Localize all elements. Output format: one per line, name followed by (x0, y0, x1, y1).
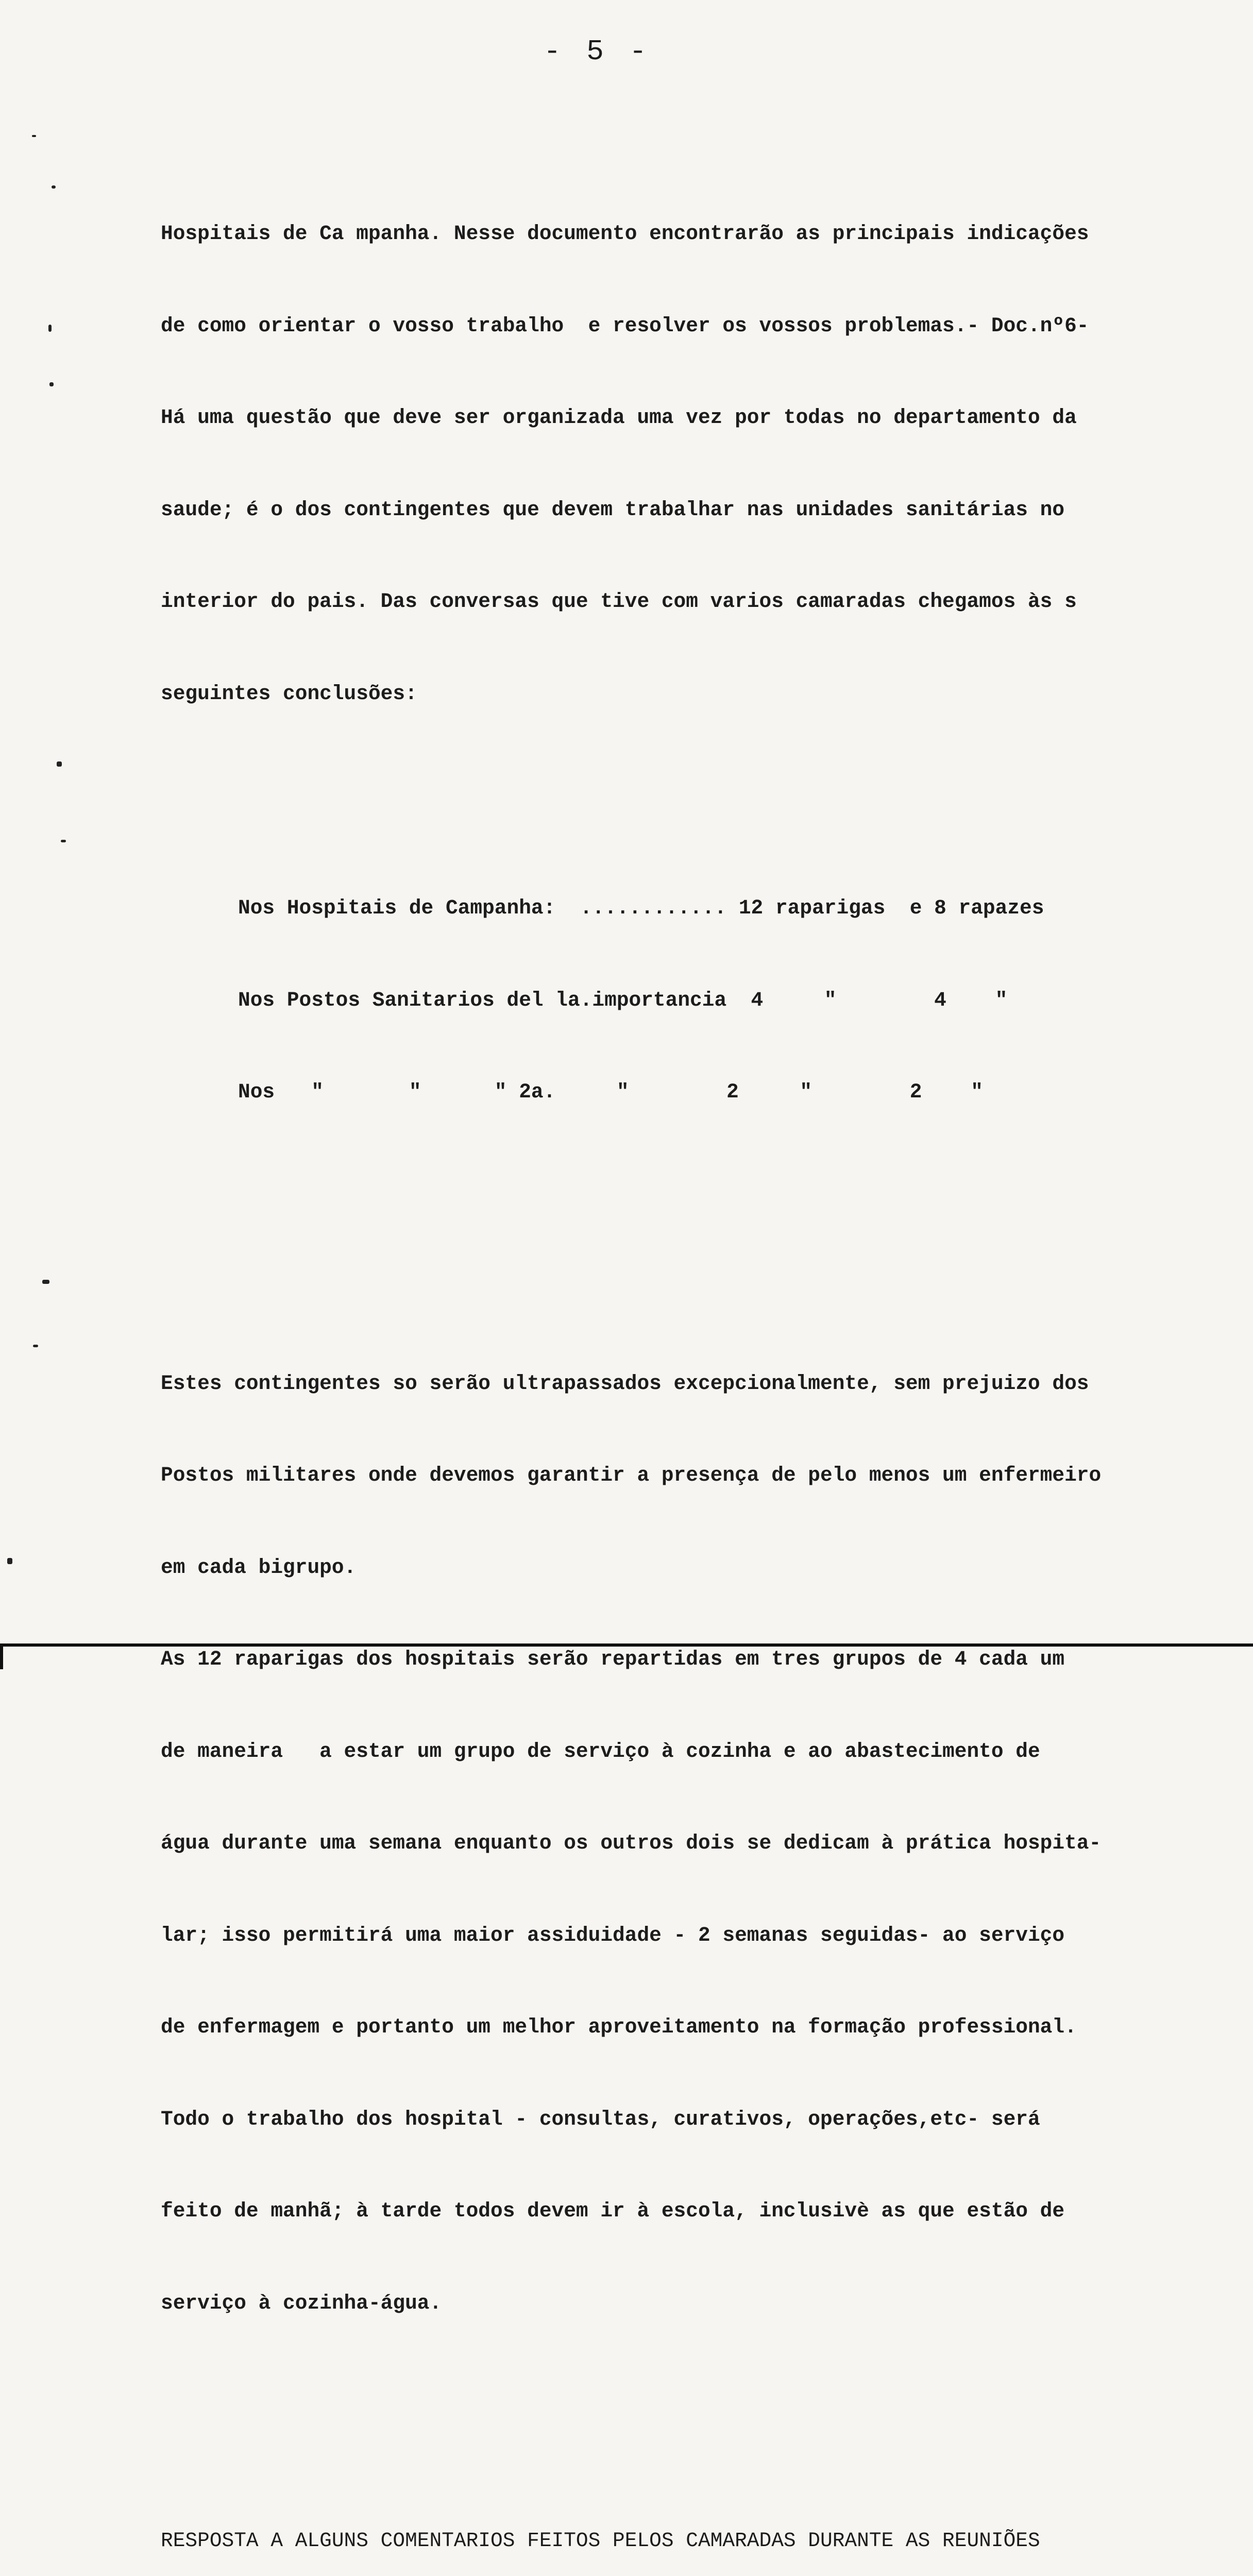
scan-speck (49, 382, 54, 386)
text-line: de enfermagem e portanto um melhor aproveitamento na formação professional. (161, 2015, 1077, 2039)
scan-speck (7, 1558, 12, 1564)
text-line: Postos militares onde devemos garantir a presença de pelo menos um enfermeiro (161, 1464, 1102, 1487)
text-line: serviço à cozinha-água. (161, 2291, 442, 2315)
text-line: lar; isso permitirá uma maior assiduidade - 2 semanas seguidas- ao serviço (161, 1923, 1065, 1947)
text-line: em cada bigrupo. (161, 1555, 357, 1579)
scan-edge (0, 1643, 1253, 1647)
page-number: - 5 - (544, 35, 651, 68)
text-line: interior do pais. Das conversas que tive com varios camaradas chegamos às s (161, 590, 1077, 613)
table-row: Nos Postos Sanitarios del la.importancia 4 " 4 " (238, 988, 1008, 1012)
scan-speck (42, 1280, 49, 1284)
text-line: Todo o trabalho dos hospital - consultas, curativos, operações,etc- será (161, 2107, 1040, 2131)
text-line: água durante uma semana enquanto os outros dois se dedicam à prática hospita- (161, 1832, 1102, 1855)
text-line: feito de manhã; à tarde todos devem ir à escola, inclusivè as que estão de (161, 2199, 1065, 2223)
scan-speck (48, 325, 52, 332)
scan-speck (32, 135, 36, 137)
text-line: As 12 raparigas dos hospitais serão repartidas em tres grupos de 4 cada um (161, 1648, 1065, 1671)
text-line: Hospitais de Ca mpanha. Nesse documento encontrarão as principais indicações (161, 222, 1089, 245)
section-heading: RESPOSTA A ALGUNS COMENTARIOS FEITOS PELOS CAMARADAS DURANTE AS REUNIÕES (161, 2529, 1040, 2552)
paragraph-contingentes (161, 1307, 1217, 2380)
text-line: de maneira a estar um grupo de serviço à cozinha e ao abastecimento de (161, 1739, 1040, 1763)
text-line: saude; é o dos contingentes que devem trabalhar nas unidades sanitárias no (161, 498, 1065, 521)
scan-speck (57, 761, 62, 767)
table-row: Nos " " " 2a. " 2 " 2 " (238, 1080, 983, 1104)
text-line: seguintes conclusões: (161, 682, 417, 705)
text-line: de como orientar o vosso trabalho e resolver os vossos problemas.- Doc.nº6- (161, 314, 1089, 337)
text-line: Estes contingentes so serão ultrapassados excepcionalmente, sem prejuizo dos (161, 1371, 1089, 1395)
scan-speck (61, 840, 66, 842)
document-body (161, 96, 1217, 2576)
text-line: Há uma questão que deve ser organizada uma vez por todas no departamento da (161, 406, 1077, 429)
contingents-table (161, 832, 1217, 1169)
paragraph-hospitais (161, 157, 1217, 770)
scan-edge (0, 1643, 3, 1669)
table-row: Nos Hospitais de Campanha: ............ 12 raparigas e 8 rapazes (238, 896, 1044, 920)
scan-speck (52, 185, 56, 189)
scan-speck (33, 1345, 38, 1347)
